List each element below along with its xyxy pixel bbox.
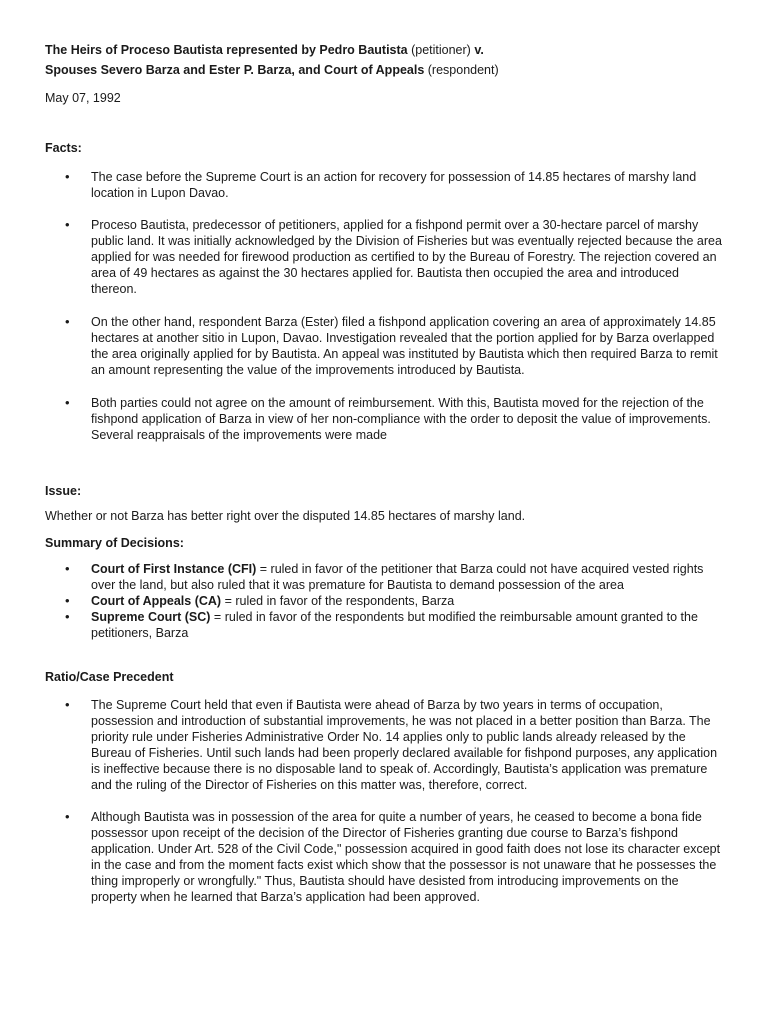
case-title-line-1 (45, 42, 725, 58)
respondent-name: Spouses Severo Barza and Ester P. Barza, and Court of Appeals (45, 63, 425, 77)
list-item: • Both parties could not agree on the amount of reimbursement. With this, Bautista moved for the rejection of the fishpond application of Barza in view of her non-compliance with the order to deposit the value of improvements. Several reappraisals of the improvements were made (45, 395, 725, 443)
facts-heading: Facts: (45, 141, 82, 155)
list-item (45, 561, 725, 593)
decision-date: May 07, 1992 (45, 91, 121, 105)
court-ruling: = ruled in favor of the petitioner that Barza could not have acquired vested rights over the land, but also ruled that it was premature for Bautista to demand possession of the area (91, 562, 704, 592)
court-ruling: = ruled in favor of the respondents but modified the reimbursable amount granted to the petitioners, Barza (91, 610, 698, 640)
ratio-heading: Ratio/Case Precedent (45, 670, 174, 684)
list-item: • The case before the Supreme Court is an action for recovery for possession of 14.85 hectares of marshy land location in Lupon Davao. (45, 169, 725, 201)
petitioner-role: (petitioner) (407, 43, 475, 57)
list-item (45, 609, 725, 641)
list-item: • Proceso Bautista, predecessor of petitioners, applied for a fishpond permit over a 30-hectare parcel of marshy public land. It was initially acknowledged by the Division of Fisheries but was eventually rejected because the area applied for was needed for firewood production as certified to by the Bureau of Forestry. The rejection covered an area of 49 hectares as against the 30 hectares applied for. Bautista then occupied the area and introduced thereon. (45, 217, 725, 297)
summary-heading: Summary of Decisions: (45, 536, 184, 550)
facts-list (45, 169, 725, 443)
court-name: Court of First Instance (CFI) (91, 562, 257, 576)
list-item: • The Supreme Court held that even if Bautista were ahead of Barza by two years in terms of occupation, possession and introduction of substantial improvements, he was not placed in a better position than Barza. The priority rule under Fisheries Administrative Order No. 14 applies only to public lands already released by the Bureau of Fisheries. Until such lands had been properly declared available for fishpond purposes, any application is ineffective because there is no disposable land to speak of. Accordingly, Bautista’s application was premature and the ruling of the Director of Fisheries on this matter was, therefore, correct. (45, 697, 725, 793)
summary-list (45, 561, 725, 641)
ratio-list (45, 697, 725, 905)
court-name: Court of Appeals (CA) (91, 594, 222, 608)
respondent-role: (respondent) (424, 63, 499, 77)
court-name: Supreme Court (SC) (91, 610, 211, 624)
court-ruling: = ruled in favor of the respondents, Barza (221, 594, 455, 608)
list-item: • Although Bautista was in possession of the area for quite a number of years, he ceased to become a bona fide possessor upon receipt of the decision of the Director of Fisheries granting due course to Barza’s fishpond application. Under Art. 528 of the Civil Code," possession acquired in good faith does not lose its character except in the case and from the moment facts exist which show that the possessor is not unaware that he possesses the thing improperly or wrongfully." Thus, Bautista should have desisted from introducing improvements on the property when he learned that Barza’s application had been approved. (45, 809, 725, 905)
issue-text: Whether or not Barza has better right over the disputed 14.85 hectares of marshy land. (45, 509, 526, 523)
list-item (45, 593, 725, 609)
petitioner-name: The Heirs of Proceso Bautista represented by Pedro Bautista (45, 43, 408, 57)
versus-label: v. (474, 43, 484, 57)
case-title-line-2 (45, 62, 725, 78)
list-item: • On the other hand, respondent Barza (Ester) filed a fishpond application covering an area of approximately 14.85 hectares at another sitio in Lupon, Davao. Investigation revealed that the portion applied for by Barza overlapped the area originally applied for by Bautista. An appeal was instituted by Bautista which then required Barza to remit an amount representing the value of the improvements introduced by Bautista. (45, 314, 725, 378)
issue-heading: Issue: (45, 484, 82, 498)
